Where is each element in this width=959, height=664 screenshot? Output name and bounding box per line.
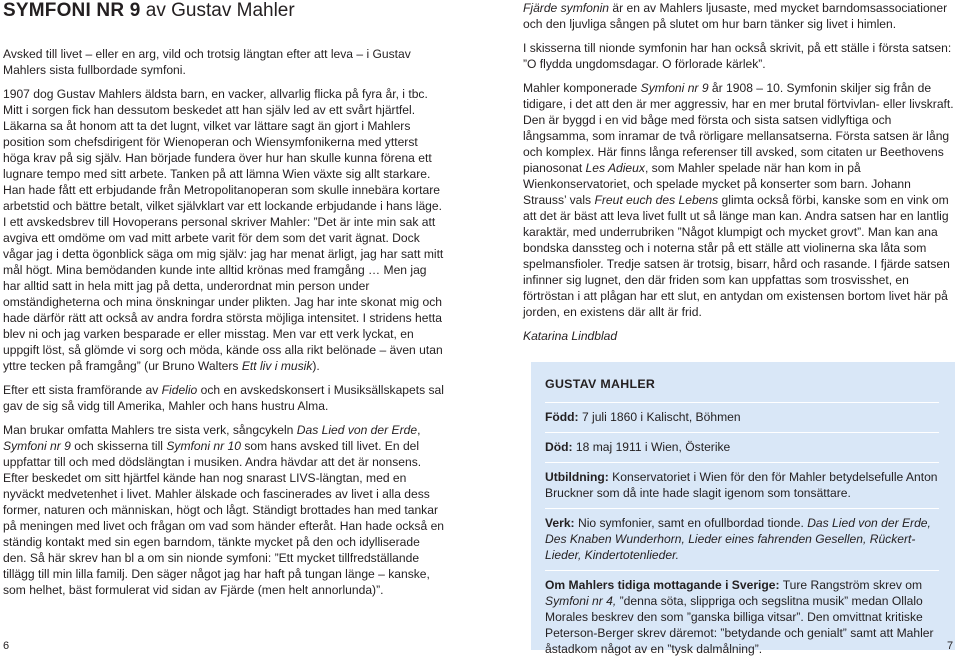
fact-born: Född: 7 juli 1860 i Kalischt, Böhmen xyxy=(545,402,939,432)
intro-paragraph: Avsked till livet – eller en arg, vild och trotsig längtan efter att leva – i Gustav Mahlers sista fullbordade symfoni. xyxy=(3,47,411,77)
title-work: SYMFONI NR 9 xyxy=(3,0,141,21)
right-paragraph-1: Fjärde symfonin är en av Mahlers ljusaste, med mycket barndomsassociationer och den ljuvliga sången på slutet om hur barn tänker sig livet i himlen. xyxy=(523,1,948,31)
page-number-left: 6 xyxy=(3,640,10,652)
title-composer: av Gustav Mahler xyxy=(140,0,295,21)
right-column xyxy=(523,0,955,352)
fact-education: Utbildning: Konservatoriet i Wien för den för Mahler betydelsefulle Anton Bruckner som då inte hade slagit igenom som tonsättare. xyxy=(545,462,939,508)
body-paragraph-3: Man brukar omfatta Mahlers tre sista verk, sångcykeln Das Lied von der Erde, Symfoni nr 9 och skisserna till Symfoni nr 10 som hans avsked till livet. En del uppfattar till och med dödslängtan i musiken. Andra hävdar att det är nonsens. Efter beskedet om sitt hjärtfel kände han nog snarast LIVS-längtan, med en nyväckt medvetenhet i livet. Mahler älskade och fascinerades av livet i alla dess former, naturen och människan, högt och lågt. Ständigt brottades han med tankar på meningen med livet och frågan om vad som händer efteråt. Han hade också en ständig kontakt med sin egen barndom, tänkte mycket på den och idylliserade den. Så här skrev han bl a om sin nionde symfoni: ”Ett mycket tillfredställande tillägg till min lilla familj. Den säger något jag har haft på tungan länge – kanske, som helhet, bäst formulerat vid sidan av Fjärde (men helt annorlunda)”. xyxy=(3,423,445,597)
facts-title: GUSTAV MAHLER xyxy=(545,377,656,391)
right-paragraph-3: Mahler komponerade Symfoni nr 9 år 1908 – 10. Symfonin skiljer sig från de tidigare, i det att den är mer aggressiv, har en mer brutal förtvivlan- eller livskraft. Den är byggd i en vid båge med första och sista satsen vidlyftiga och långsamma, som inramar de två rörligare mellansatserna. Första satsen är lång och komplex. Här finns långa referenser till avsked, som citaten ur Beethovens pianosonat Les Adieux, som Mahler spelade när han kom in på Wienkonservatoriet, och spelade mycket på konserter som barn. Johann Strauss’ vals Freut euch des Lebens glimta också förbi, kanske som en vink om att det är bäst att leva livet fullt ut så länge man kan. Andra satsen har en lantlig karaktär, med underrubriken ”Något klumpigt och mycket grovt”. Man kan ana bondska danssteg och i noterna står på ett ställe att violinerna ska låta som spelmansfioler. Tredje satsen är trotsig, bisarr, hård och rasande. I fjärde satsen infinner sig lugnet, den där friden som kan uppfattas som trosvisshet, en förtröstan i att plågan har ett slut, en antydan om existensen bortom livet här på jorden, en existens där allt är frid. xyxy=(523,81,954,319)
article-author: Katarina Lindblad xyxy=(523,329,618,343)
right-paragraph-2: I skisserna till nionde symfonin har han också skrivit, på ett ställe i första satsen: ”O flydda ungdomsdagar. O förlorade kärlek”. xyxy=(523,41,952,71)
page-number-right: 7 xyxy=(947,640,954,652)
article-title xyxy=(3,0,445,22)
body-paragraph-1: 1907 dog Gustav Mahlers äldsta barn, en vacker, allvarlig flicka på fyra år, i tbc. Mitt i sorgen fick han dessutom beskedet att han själv led av ett svårt hjärtfel. Läkarna sa åt honom att ta det lugnt, vilket var lättare sagt än gjort i Mahlers position som chefsdirigent för Wienoperan och Wiensymfonikerna med ytterst höga krav på sig själv. Han började fundera över hur han skulle kunna förena ett lugnare tempo med sitt arbete. Tanken på att lämna Wien växte sig allt starkare. Han hade fått ett erbjudande från Metropolitanoperan som skulle innebära kortare arbetstid och bättre betalt, vilket självklart var ett lockande erbjudande i hans läge. I ett avskedsbrev till Hovoperans personal skriver Mahler: ”Det är inte min sak att avgiva ett omdöme om vad mitt arbete varit för dem som det varit ägnat. Dock vågar jag i detta ögonblick säga om mig själv: jag har menat ärligt, jag har satt mitt mål högt. Mina bemödanden kunde inte alltid krönas med framgång … Men jag har alltid satt in hela mitt jag på detta, underordnat min person under omständigheterna och mina önskningar under plikten. Jag har inte skonat mig och hade därför rätt att också av andra fordra största möjliga intensitet. I stridens hetta blev ni och jag varken besparade er eller misstag. Men var ett verk lyckat, en uppgift löst, så glömde vi sorg och möda, kände oss alla rikt belönade – även utan yttre tecken på framgång” (ur Bruno Walters Ett liv i musik). xyxy=(3,87,444,373)
fact-works: Verk: Nio symfonier, samt en ofullbordad tionde. Das Lied von der Erde, Des Knaben Wunderhorn, Lieder eines fahrenden Gesellen, Rückert-Lieder, Kindertotenlieder. xyxy=(545,508,939,570)
fact-died: Död: 18 maj 1911 i Wien, Österike xyxy=(545,432,939,462)
left-column xyxy=(3,0,445,606)
composer-facts-box xyxy=(531,362,955,656)
body-paragraph-2: Efter ett sista framförande av Fidelio och en avskedskonsert i Musiksällskapets sal gav de sig så vidg till Amerika, Mahler och hans hustru Alma. xyxy=(3,383,444,413)
fact-swedish-reception: Om Mahlers tidiga mottagande i Sverige: Ture Rangström skrev om Symfoni nr 4, ”denna söta, slippriga och segslitna musik” medan Ollalo Morales beskrev den som ”ganska billiga vitsar”. Den omvittnat kritiske Peterson-Berger skrev däremot: ”betydande och genialt” samt att Mahler åstadkom något av en ”tysk dalmålning”. xyxy=(545,570,939,664)
